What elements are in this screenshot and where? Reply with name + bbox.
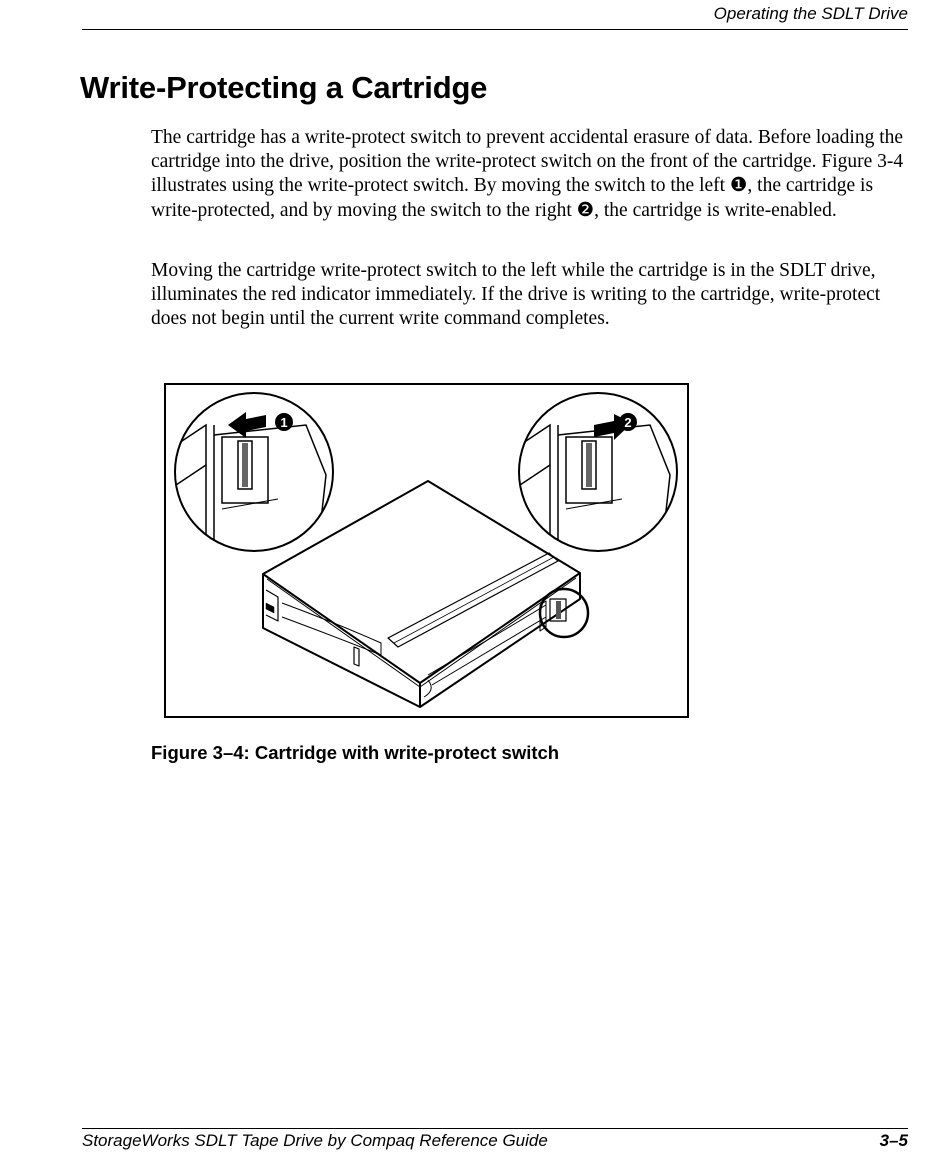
section-title: Write-Protecting a Cartridge	[80, 70, 488, 105]
footer-rule	[82, 1128, 908, 1129]
cartridge-illustration	[166, 385, 687, 716]
zoom-right-detail	[519, 393, 677, 565]
figure-caption: Figure 3–4: Cartridge with write-protect switch	[151, 742, 560, 763]
body-paragraph: Moving the cartridge write-protect switch to the left while the cartridge is in the SDLT drive, illuminates the red indicator immediately. If the drive is writing to the cartridge, write-protect does not begin until the current write command completes.	[151, 260, 881, 330]
zoom-left-detail	[175, 393, 333, 565]
body-paragraph: The cartridge has a write-protect switch to prevent accidental erasure of data. Before loading the cartridge into the drive, position the write-protect switch on the front of the cartridge. Figure 3-4 illustrates using the write-protect switch. By moving the switch to the left ❶, the cartridge is write-protected, and by moving the switch to the right ❷, the cartridge is write-enabled.	[151, 127, 904, 221]
footer-book-title: StorageWorks SDLT Tape Drive by Compaq Reference Guide	[82, 1131, 548, 1150]
figure-illustration	[164, 383, 689, 718]
running-header: Operating the SDLT Drive	[713, 4, 908, 23]
callout-1-label: 1	[280, 415, 288, 430]
header-rule	[82, 29, 908, 30]
page-number: 3–5	[879, 1131, 908, 1150]
callout-2-label: 2	[624, 415, 632, 430]
